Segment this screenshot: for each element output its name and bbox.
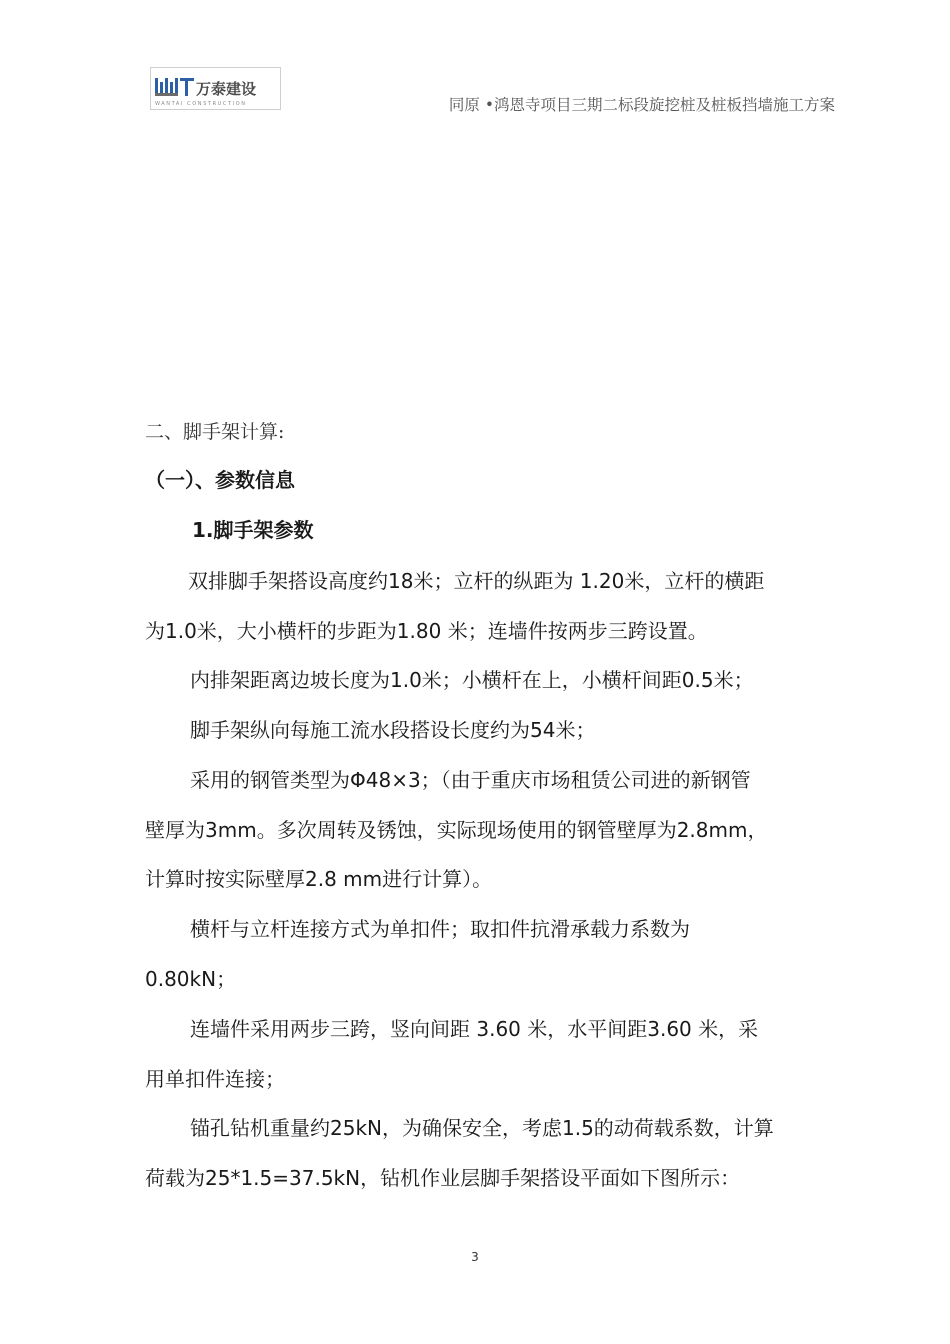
paragraph-line: 为1.0米，大小横杆的步距为1.80 米；连墙件按两步三跨设置。	[145, 619, 708, 643]
section-heading: 二、脚手架计算:	[145, 421, 285, 443]
paragraph-line: 横杆与立杆连接方式为单扣件；取扣件抗滑承载力系数为	[190, 917, 690, 941]
subsection-heading: （一）、参数信息	[145, 468, 295, 492]
paragraph-line: 采用的钢管类型为Φ48×3；（由于重庆市场租赁公司进的新钢管	[190, 768, 751, 792]
document-title: 同原 •鸿恩寺项目三期二标段旋挖桩及桩板挡墙施工方案	[448, 96, 835, 114]
paragraph-line: 内排架距离边坡长度为1.0米；小横杆在上，小横杆间距0.5米；	[190, 668, 754, 692]
paragraph-line: 荷载为25*1.5=37.5kN，钻机作业层脚手架搭设平面如下图所示：	[145, 1166, 741, 1190]
company-logo	[150, 67, 281, 110]
paragraph-line: 脚手架纵向每施工流水段搭设长度约为54米；	[190, 718, 596, 742]
logo-subtext: WANTAI CONSTRUCTION	[155, 101, 247, 107]
paragraph-line: 双排脚手架搭设高度约18米；立杆的纵距为 1.20米，立杆的横距	[188, 569, 765, 593]
paragraph-line: 用单扣件连接；	[145, 1067, 285, 1091]
paragraph-line: 0.80kN；	[145, 967, 237, 991]
paragraph-line: 计算时按实际壁厚2.8 mm进行计算）。	[145, 867, 493, 891]
item-heading: 1.脚手架参数	[192, 518, 314, 542]
paragraph-line: 连墙件采用两步三跨，竖向间距 3.60 米，水平间距3.60 米，采	[190, 1017, 759, 1041]
paragraph-line: 壁厚为3mm。多次周转及锈蚀，实际现场使用的钢管壁厚为2.8mm，	[145, 818, 768, 842]
logo-text: 万泰建设	[196, 80, 257, 98]
page-number: 3	[471, 1250, 479, 1264]
paragraph-line: 锚孔钻机重量约25kN，为确保安全，考虑1.5的动荷载系数，计算	[190, 1116, 774, 1140]
